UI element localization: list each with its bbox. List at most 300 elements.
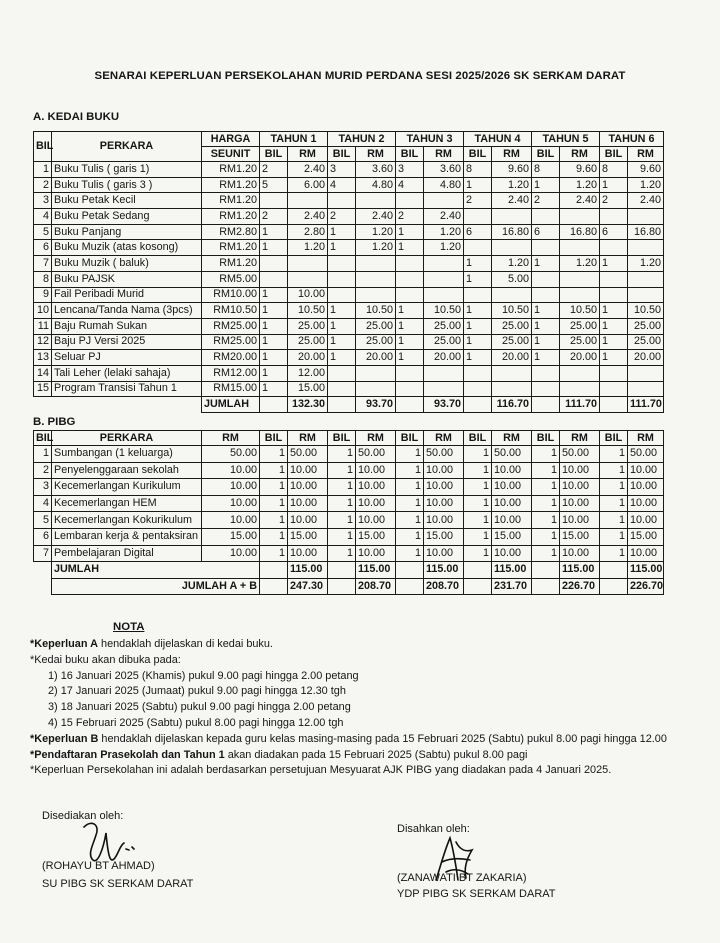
row-amount: 10.00 [288, 462, 328, 479]
row-amount: 20.00 [628, 350, 664, 366]
row-amount [356, 381, 396, 397]
row-amount: 15.00 [628, 528, 664, 545]
total-blank-bil [260, 578, 288, 595]
header-bil-year: BIL [260, 431, 288, 446]
row-bil: 3 [34, 479, 52, 496]
row-amount [356, 256, 396, 272]
row-amount: 2.40 [356, 209, 396, 225]
row-amount: 10.00 [628, 545, 664, 562]
row-amount [492, 209, 532, 225]
row-rm: 15.00 [202, 528, 260, 545]
row-perkara: Baju Rumah Sukan [52, 318, 202, 334]
sig-right-label: Disahkan oleh: [397, 823, 470, 835]
header-bil-year: BIL [396, 431, 424, 446]
row-qty [328, 193, 356, 209]
row-amount: 10.00 [628, 512, 664, 529]
row-qty: 1 [464, 545, 492, 562]
row-qty: 1 [396, 545, 424, 562]
row-rm: 10.00 [202, 495, 260, 512]
row-bil: 9 [34, 287, 52, 303]
row-perkara: Pembelajaran Digital [52, 545, 202, 562]
section-a-label: A. KEDAI BUKU [33, 111, 120, 123]
row-qty: 1 [396, 479, 424, 496]
row-amount: 10.00 [288, 479, 328, 496]
row-qty: 1 [260, 512, 288, 529]
row-amount: 10.00 [492, 462, 532, 479]
total-amount: 115.00 [356, 562, 396, 579]
row-qty: 2 [532, 193, 560, 209]
row-qty: 1 [464, 462, 492, 479]
subheader-rm: RM [288, 147, 328, 162]
row-qty: 1 [600, 303, 628, 319]
row-qty [328, 256, 356, 272]
row-qty: 1 [464, 271, 492, 287]
row-amount [560, 240, 600, 256]
row-qty: 1 [464, 303, 492, 319]
row-qty: 2 [600, 193, 628, 209]
total-blank-bil [600, 562, 628, 579]
total-amount: 226.70 [628, 578, 664, 595]
row-bil: 6 [34, 240, 52, 256]
subheader-bil: BIL [532, 147, 560, 162]
row-qty: 1 [464, 512, 492, 529]
row-amount: 15.00 [288, 381, 328, 397]
subheader-rm: RM [424, 147, 464, 162]
row-qty: 4 [328, 177, 356, 193]
row-qty [464, 240, 492, 256]
row-amount: 15.00 [492, 528, 532, 545]
row-amount [288, 271, 328, 287]
row-bil: 2 [34, 177, 52, 193]
row-harga: RM1.20 [202, 162, 260, 178]
header-rm-year: RM [424, 431, 464, 446]
total-blank-bil [396, 562, 424, 579]
table-row [34, 256, 664, 272]
row-harga: RM1.20 [202, 193, 260, 209]
total-blank-bil [328, 562, 356, 579]
total-blank-bil [464, 562, 492, 579]
row-perkara: Buku Petak Kecil [52, 193, 202, 209]
header-seunit: SEUNIT [202, 147, 260, 162]
row-harga: RM12.00 [202, 365, 260, 381]
row-amount: 10.00 [288, 495, 328, 512]
row-qty: 1 [464, 528, 492, 545]
row-qty: 1 [328, 512, 356, 529]
row-qty: 1 [328, 495, 356, 512]
nota-line-text: 4) 15 Februari 2025 (Sabtu) pukul 8.00 pagi hingga 12.00 tgh [48, 716, 344, 729]
table-row [34, 240, 664, 256]
row-qty: 1 [600, 318, 628, 334]
total-blank-bil [532, 562, 560, 579]
row-qty: 1 [260, 224, 288, 240]
row-perkara: Penyelenggaraan sekolah [52, 462, 202, 479]
row-qty: 1 [260, 381, 288, 397]
row-qty [532, 287, 560, 303]
row-qty: 1 [464, 479, 492, 496]
row-qty: 1 [464, 256, 492, 272]
row-qty [328, 287, 356, 303]
row-amount [560, 287, 600, 303]
row-qty: 1 [260, 350, 288, 366]
row-amount [628, 209, 664, 225]
row-amount [356, 193, 396, 209]
row-amount: 1.20 [560, 177, 600, 193]
table-kedai-buku [33, 131, 664, 413]
table-row [34, 479, 664, 496]
row-qty: 3 [396, 162, 424, 178]
row-bil: 10 [34, 303, 52, 319]
table-row [34, 350, 664, 366]
row-amount: 50.00 [288, 446, 328, 463]
row-qty [464, 381, 492, 397]
row-amount [560, 271, 600, 287]
row-amount: 10.00 [424, 512, 464, 529]
row-amount: 25.00 [492, 318, 532, 334]
subheader-rm: RM [560, 147, 600, 162]
row-qty: 4 [396, 177, 424, 193]
row-perkara: Buku Panjang [52, 224, 202, 240]
row-qty: 1 [260, 365, 288, 381]
row-qty: 1 [260, 495, 288, 512]
total-label: JUMLAH [52, 562, 260, 579]
row-qty: 1 [600, 462, 628, 479]
total-blank-bil [600, 397, 628, 413]
nota-line [30, 700, 710, 716]
row-amount: 20.00 [492, 350, 532, 366]
row-perkara: Fail Peribadi Murid [52, 287, 202, 303]
row-amount: 16.80 [492, 224, 532, 240]
row-qty [396, 381, 424, 397]
row-qty: 1 [328, 240, 356, 256]
row-harga: RM1.20 [202, 240, 260, 256]
row-amount [560, 381, 600, 397]
row-harga: RM1.20 [202, 256, 260, 272]
header-tahun-5: TAHUN 5 [532, 132, 600, 147]
row-bil: 1 [34, 446, 52, 463]
row-qty [600, 381, 628, 397]
row-amount: 10.00 [560, 462, 600, 479]
row-qty: 1 [328, 334, 356, 350]
nota-line [30, 669, 710, 685]
row-amount: 10.50 [288, 303, 328, 319]
row-qty: 1 [328, 224, 356, 240]
row-qty: 1 [600, 528, 628, 545]
row-qty: 1 [328, 318, 356, 334]
row-amount [356, 287, 396, 303]
sig-right-name: (ZANAWATI BT ZAKARIA) [397, 872, 527, 884]
row-qty: 1 [464, 334, 492, 350]
row-bil: 1 [34, 162, 52, 178]
document-title: SENARAI KEPERLUAN PERSEKOLAHAN MURID PERDANA SESI 2025/2026 SK SERKAM DARAT [94, 70, 626, 82]
total-blank-bil [532, 578, 560, 595]
total-blank [34, 562, 52, 579]
row-qty: 1 [600, 256, 628, 272]
header-bil-year: BIL [532, 431, 560, 446]
subheader-bil: BIL [328, 147, 356, 162]
row-qty: 1 [532, 318, 560, 334]
sig-left-name: (ROHAYU BT AHMAD) [42, 860, 155, 872]
row-qty: 1 [600, 495, 628, 512]
row-amount: 50.00 [356, 446, 396, 463]
row-bil: 15 [34, 381, 52, 397]
total-amount: 111.70 [560, 397, 600, 413]
row-amount: 10.00 [356, 495, 396, 512]
row-amount [492, 365, 532, 381]
row-perkara: Buku Tulis ( garis 3 ) [52, 177, 202, 193]
row-bil: 8 [34, 271, 52, 287]
header-tahun-3: TAHUN 3 [396, 132, 464, 147]
row-amount [492, 287, 532, 303]
sig-left-label: Disediakan oleh: [42, 810, 124, 822]
row-qty [600, 271, 628, 287]
row-qty: 1 [396, 318, 424, 334]
subheader-bil: BIL [260, 147, 288, 162]
table-row [34, 303, 664, 319]
row-perkara: Kecemerlangan Kokurikulum [52, 512, 202, 529]
total-amount: 115.00 [560, 562, 600, 579]
row-perkara: Buku Muzik (atas kosong) [52, 240, 202, 256]
row-amount: 25.00 [424, 318, 464, 334]
row-amount [628, 271, 664, 287]
row-amount: 25.00 [560, 318, 600, 334]
grand-total-row [34, 578, 664, 595]
row-amount [560, 209, 600, 225]
row-qty: 8 [600, 162, 628, 178]
row-qty: 5 [260, 177, 288, 193]
row-qty: 1 [464, 318, 492, 334]
row-qty [464, 287, 492, 303]
header-perkara: PERKARA [52, 132, 202, 162]
row-qty [396, 256, 424, 272]
row-amount: 25.00 [288, 318, 328, 334]
table-row [34, 545, 664, 562]
table-row [34, 287, 664, 303]
row-amount: 10.50 [356, 303, 396, 319]
row-qty: 6 [532, 224, 560, 240]
row-qty [328, 271, 356, 287]
row-qty: 1 [532, 479, 560, 496]
row-qty [532, 365, 560, 381]
row-qty: 2 [396, 209, 424, 225]
row-amount: 9.60 [560, 162, 600, 178]
row-amount: 10.00 [628, 462, 664, 479]
nota-line-bold: *Pendaftaran Prasekolah dan Tahun 1 [30, 748, 225, 761]
total-blank [34, 397, 202, 413]
row-qty: 1 [260, 318, 288, 334]
nota-line-text: 2) 17 Januari 2025 (Jumaat) pukul 9.00 pagi hingga 12.30 tgh [48, 685, 346, 698]
row-amount [560, 365, 600, 381]
row-qty [396, 271, 424, 287]
row-qty: 2 [328, 209, 356, 225]
row-harga: RM5.00 [202, 271, 260, 287]
row-bil: 5 [34, 512, 52, 529]
total-amount: 116.70 [492, 397, 532, 413]
total-blank-bil [532, 397, 560, 413]
row-amount: 4.80 [424, 177, 464, 193]
row-amount: 10.00 [424, 479, 464, 496]
nota-line-text: 3) 18 Januari 2025 (Sabtu) pukul 9.00 pagi hingga 2.00 petang [48, 701, 351, 714]
table-row [34, 334, 664, 350]
row-qty: 1 [600, 479, 628, 496]
row-amount: 10.00 [288, 287, 328, 303]
row-amount [424, 287, 464, 303]
nota-line [30, 763, 710, 779]
row-perkara: Buku PAJSK [52, 271, 202, 287]
row-qty: 8 [532, 162, 560, 178]
row-amount: 2.40 [288, 209, 328, 225]
row-amount: 1.20 [628, 256, 664, 272]
row-bil: 12 [34, 334, 52, 350]
row-amount: 16.80 [560, 224, 600, 240]
total-blank-bil [464, 578, 492, 595]
row-amount: 10.00 [492, 479, 532, 496]
total-blank-bil [328, 397, 356, 413]
row-qty: 1 [532, 350, 560, 366]
row-qty [532, 271, 560, 287]
sig-left-position: SU PIBG SK SERKAM DARAT [42, 878, 194, 890]
row-amount: 4.80 [356, 177, 396, 193]
subheader-bil: BIL [600, 147, 628, 162]
row-amount: 10.00 [356, 462, 396, 479]
row-qty: 1 [328, 462, 356, 479]
row-qty: 1 [532, 177, 560, 193]
row-qty [464, 365, 492, 381]
row-amount: 2.40 [560, 193, 600, 209]
row-qty: 1 [260, 303, 288, 319]
row-amount [288, 193, 328, 209]
row-harga: RM2.80 [202, 224, 260, 240]
row-amount: 12.00 [288, 365, 328, 381]
row-qty: 1 [600, 545, 628, 562]
row-amount [424, 256, 464, 272]
row-qty [600, 240, 628, 256]
header-rm-year: RM [560, 431, 600, 446]
row-qty: 1 [464, 495, 492, 512]
row-qty: 1 [532, 256, 560, 272]
row-amount: 10.50 [424, 303, 464, 319]
row-qty: 1 [396, 240, 424, 256]
row-amount: 10.50 [628, 303, 664, 319]
row-qty [396, 287, 424, 303]
header-bil-year: BIL [328, 431, 356, 446]
row-qty [532, 381, 560, 397]
row-amount: 10.00 [492, 545, 532, 562]
row-amount: 10.00 [288, 512, 328, 529]
row-bil: 11 [34, 318, 52, 334]
row-qty [328, 381, 356, 397]
header-rm-year: RM [628, 431, 664, 446]
row-amount: 2.40 [424, 209, 464, 225]
total-amount: 111.70 [628, 397, 664, 413]
row-amount [288, 256, 328, 272]
total-label: JUMLAH [202, 397, 260, 413]
row-qty [328, 365, 356, 381]
row-qty [396, 365, 424, 381]
row-bil: 14 [34, 365, 52, 381]
row-qty [600, 209, 628, 225]
row-perkara: Kecemerlangan Kurikulum [52, 479, 202, 496]
row-amount [424, 193, 464, 209]
row-amount: 10.00 [492, 512, 532, 529]
row-amount: 10.00 [560, 495, 600, 512]
row-amount [424, 365, 464, 381]
row-amount [424, 271, 464, 287]
total-amount: 93.70 [424, 397, 464, 413]
row-amount: 2.80 [288, 224, 328, 240]
row-amount: 10.00 [628, 479, 664, 496]
header-tahun-4: TAHUN 4 [464, 132, 532, 147]
row-amount [628, 240, 664, 256]
nota-line [30, 653, 710, 669]
table-row [34, 462, 664, 479]
table-row [34, 365, 664, 381]
header-bil: BIL [34, 132, 52, 162]
row-rm: 10.00 [202, 479, 260, 496]
row-harga: RM25.00 [202, 318, 260, 334]
row-qty: 1 [396, 528, 424, 545]
table-row [34, 528, 664, 545]
header-tahun-6: TAHUN 6 [600, 132, 664, 147]
row-qty: 1 [600, 512, 628, 529]
total-amount: 115.00 [424, 562, 464, 579]
row-qty [532, 209, 560, 225]
row-qty [600, 365, 628, 381]
row-amount [356, 271, 396, 287]
nota-title: NOTA [113, 621, 145, 633]
row-amount: 50.00 [628, 446, 664, 463]
nota-line-text: *Keperluan Persekolahan ini adalah berdasarkan persetujuan Mesyuarat AJK PIBG yang diadakan pada 4 Januari 2025. [30, 764, 612, 777]
row-qty: 1 [260, 240, 288, 256]
table-row [34, 177, 664, 193]
row-qty: 1 [260, 334, 288, 350]
row-amount [628, 287, 664, 303]
row-amount: 20.00 [424, 350, 464, 366]
row-qty: 3 [328, 162, 356, 178]
row-amount: 50.00 [424, 446, 464, 463]
row-amount: 9.60 [492, 162, 532, 178]
total-blank-bil [396, 397, 424, 413]
row-qty: 1 [396, 446, 424, 463]
row-bil: 4 [34, 209, 52, 225]
row-qty: 1 [396, 303, 424, 319]
row-amount: 10.00 [424, 462, 464, 479]
total-amount: 132.30 [288, 397, 328, 413]
total-amount: 226.70 [560, 578, 600, 595]
row-qty: 1 [532, 528, 560, 545]
nota-line-text: 1) 16 Januari 2025 (Khamis) pukul 9.00 pagi hingga 2.00 petang [48, 669, 359, 682]
row-amount: 10.00 [356, 545, 396, 562]
total-row [34, 562, 664, 579]
row-qty: 2 [464, 193, 492, 209]
row-qty: 1 [328, 528, 356, 545]
row-qty: 1 [532, 446, 560, 463]
row-qty: 1 [328, 545, 356, 562]
nota-line [30, 716, 710, 732]
row-harga: RM1.20 [202, 209, 260, 225]
row-amount: 10.00 [288, 545, 328, 562]
total-amount: 247.30 [288, 578, 328, 595]
header-bil-year: BIL [600, 431, 628, 446]
row-amount: 15.00 [356, 528, 396, 545]
row-qty: 1 [532, 495, 560, 512]
row-perkara: Seluar PJ [52, 350, 202, 366]
row-amount [356, 365, 396, 381]
total-amount: 93.70 [356, 397, 396, 413]
row-perkara: Buku Muzik ( baluk) [52, 256, 202, 272]
total-amount: 115.00 [628, 562, 664, 579]
row-qty: 2 [260, 209, 288, 225]
row-amount: 1.20 [492, 177, 532, 193]
